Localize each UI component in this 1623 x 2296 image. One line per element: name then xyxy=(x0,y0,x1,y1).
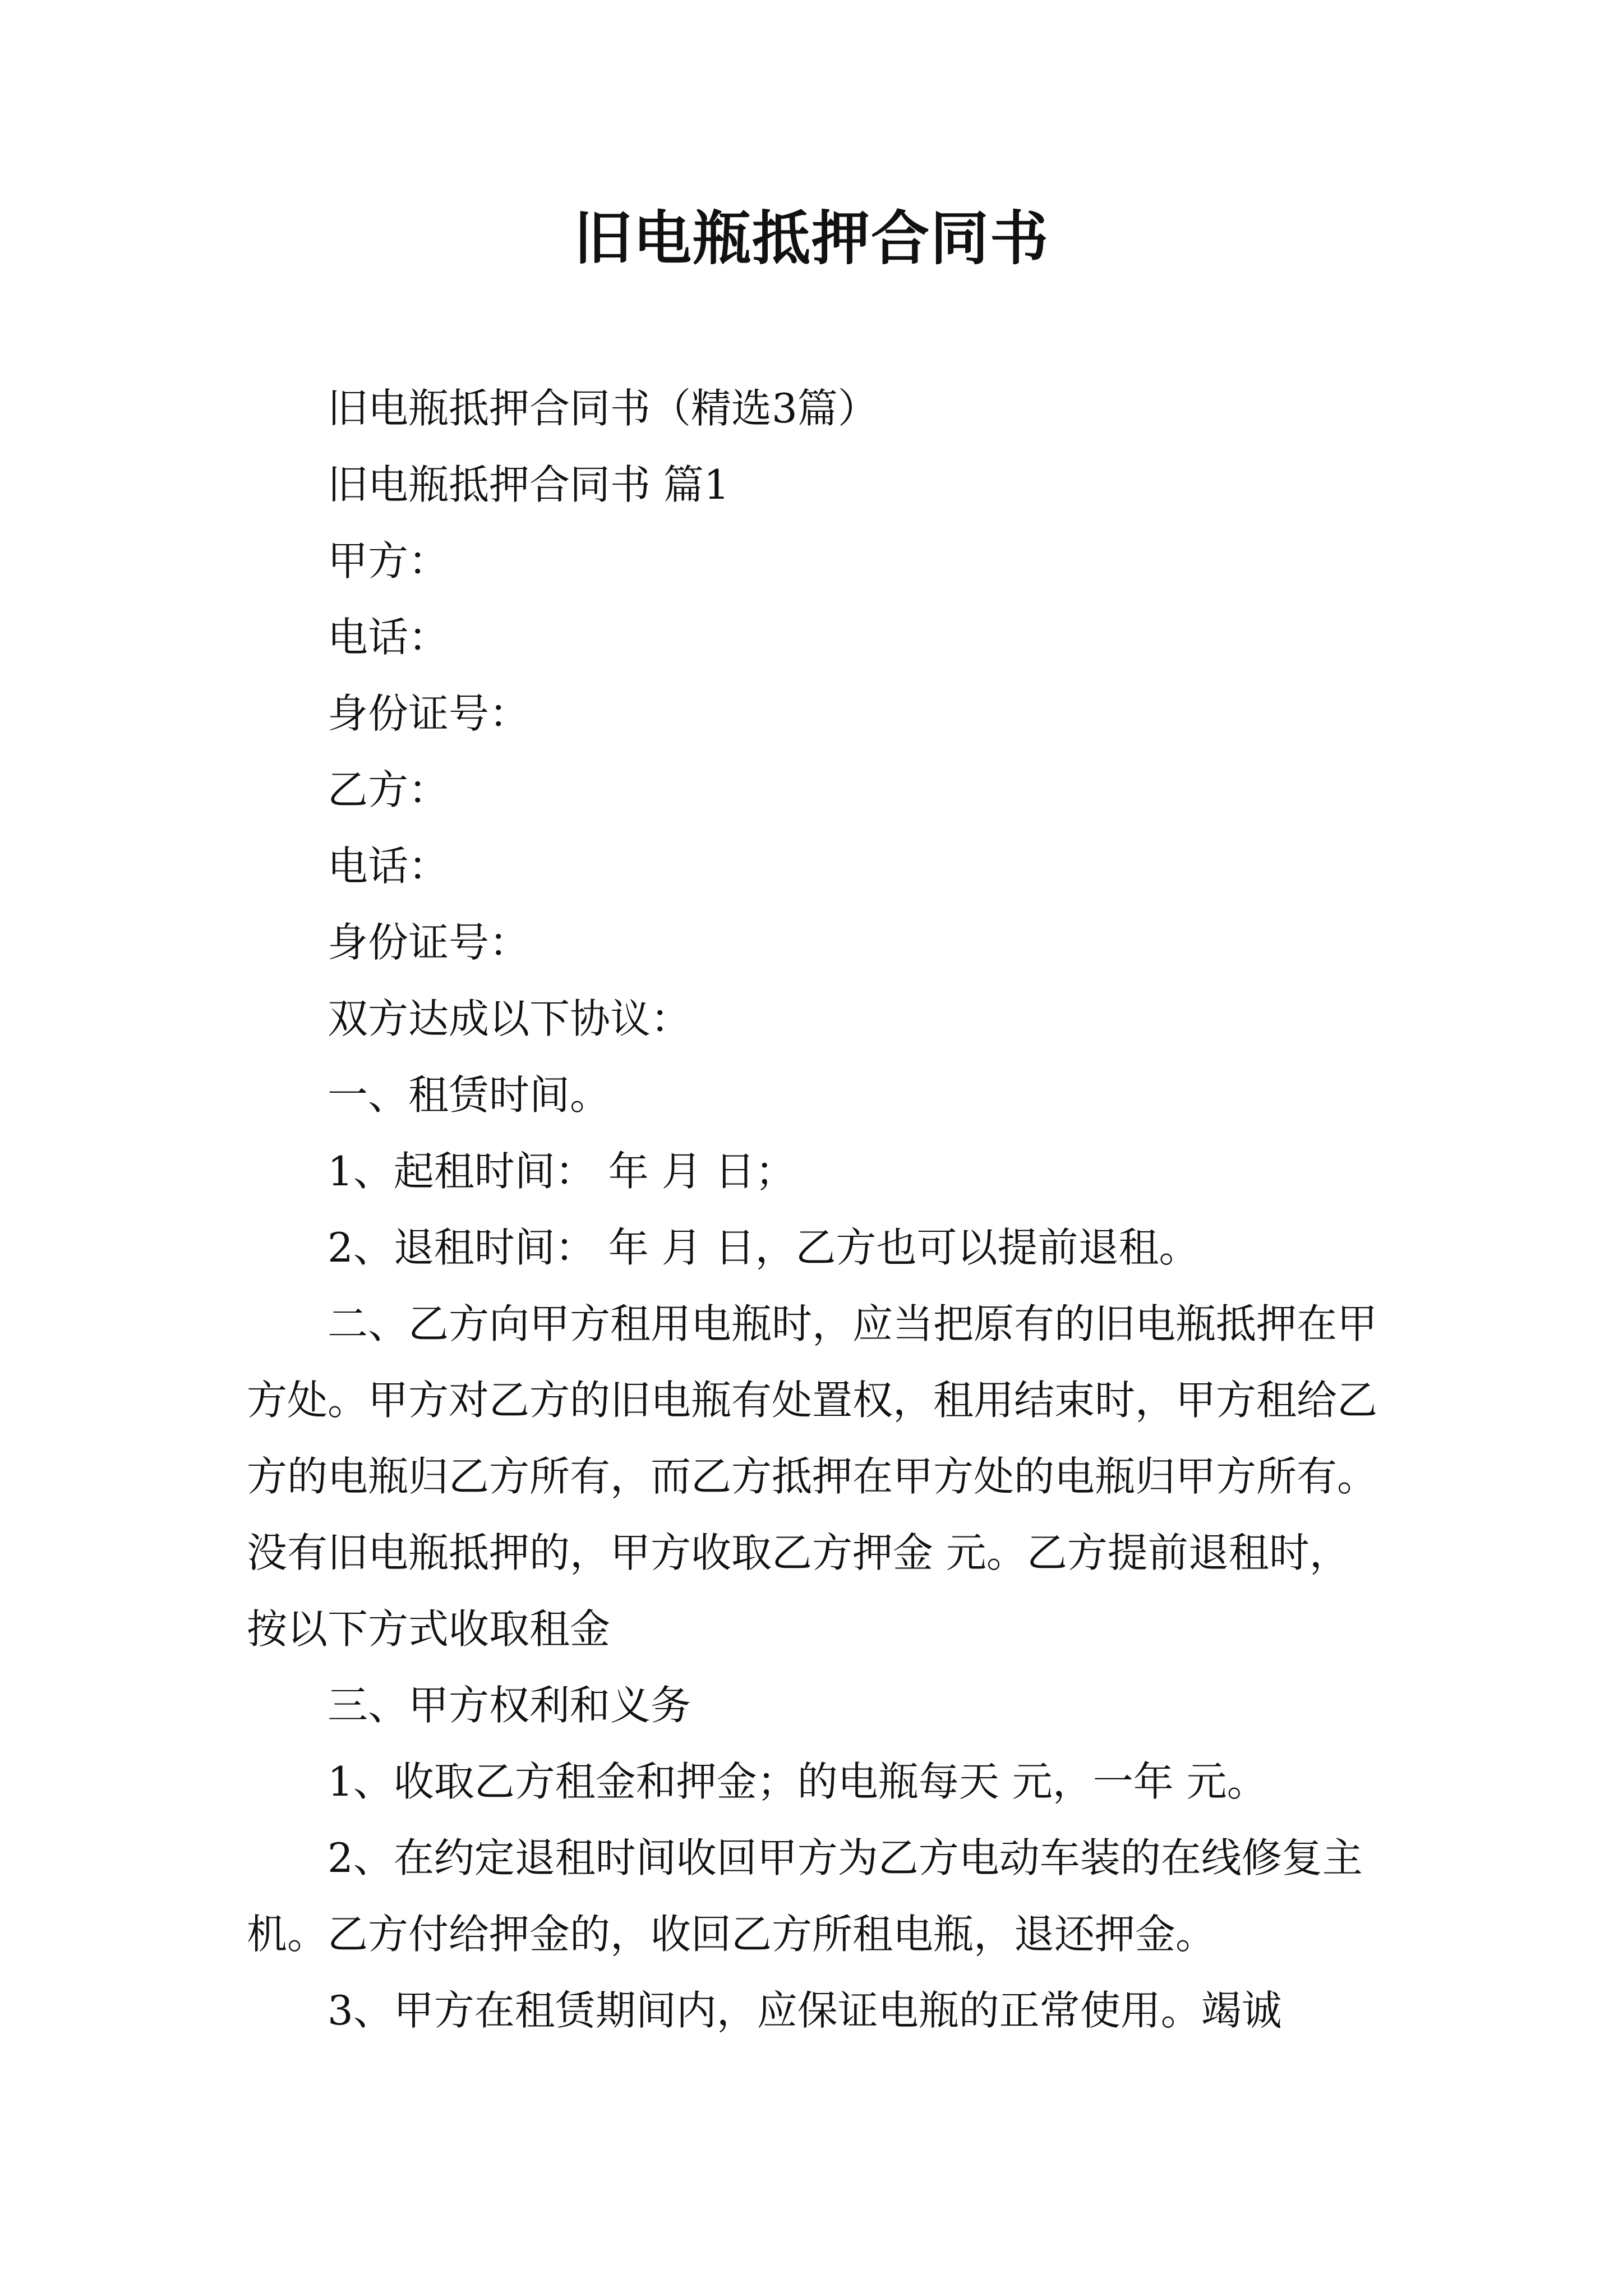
paragraph-clause-3-heading: 三、甲方权利和义务 xyxy=(328,1682,691,1729)
paragraph-phone-b: 电话： xyxy=(328,843,449,890)
paragraph-clause-3-1: 1、收取乙方租金和押金；的电瓶每天 元，一年 元。 xyxy=(328,1758,1267,1805)
paragraph-clause-3-2: 2、在约定退租时间收回甲方为乙方电动车装的在线修复主机。乙方付给押金的，收回乙方所租电瓶，退还押金。 xyxy=(247,1834,1363,1958)
paragraph-party-a: 甲方： xyxy=(328,537,449,585)
paragraph-section-heading: 旧电瓶抵押合同书 篇1 xyxy=(328,461,730,508)
paragraph-clause-2: 二、乙方向甲方租用电瓶时，应当把原有的旧电瓶抵押在甲方处。甲方对乙方的旧电瓶有处置权，租用结束时，甲方租给乙方的电瓶归乙方所有，而乙方抵押在甲方处的电瓶归甲方所有。没有旧电瓶抵押的，甲方收取乙方押金 元。乙方提前退租时，按以下方式收取租金 xyxy=(247,1300,1378,1653)
paragraph-id-b: 身份证号： xyxy=(328,919,530,966)
document-title: 旧电瓶抵押合同书 xyxy=(573,204,1049,273)
paragraph-clause-3-3: 3、甲方在租赁期间内，应保证电瓶的正常使用。竭诚 xyxy=(328,1987,1282,2034)
paragraph-subtitle: 旧电瓶抵押合同书（精选3篇） xyxy=(328,385,878,432)
paragraph-clause-1-heading: 一、租赁时间。 xyxy=(328,1071,611,1119)
paragraph-agreement-intro: 双方达成以下协议： xyxy=(328,995,691,1042)
paragraph-clause-1-2: 2、退租时间： 年 月 日，乙方也可以提前退租。 xyxy=(328,1224,1200,1271)
paragraph-phone-a: 电话： xyxy=(328,614,449,661)
paragraph-id-a: 身份证号： xyxy=(328,690,530,737)
document-body xyxy=(247,370,1385,2049)
paragraph-party-b: 乙方： xyxy=(328,766,449,813)
paragraph-clause-1-1: 1、起租时间： 年 月 日； xyxy=(328,1148,796,1195)
